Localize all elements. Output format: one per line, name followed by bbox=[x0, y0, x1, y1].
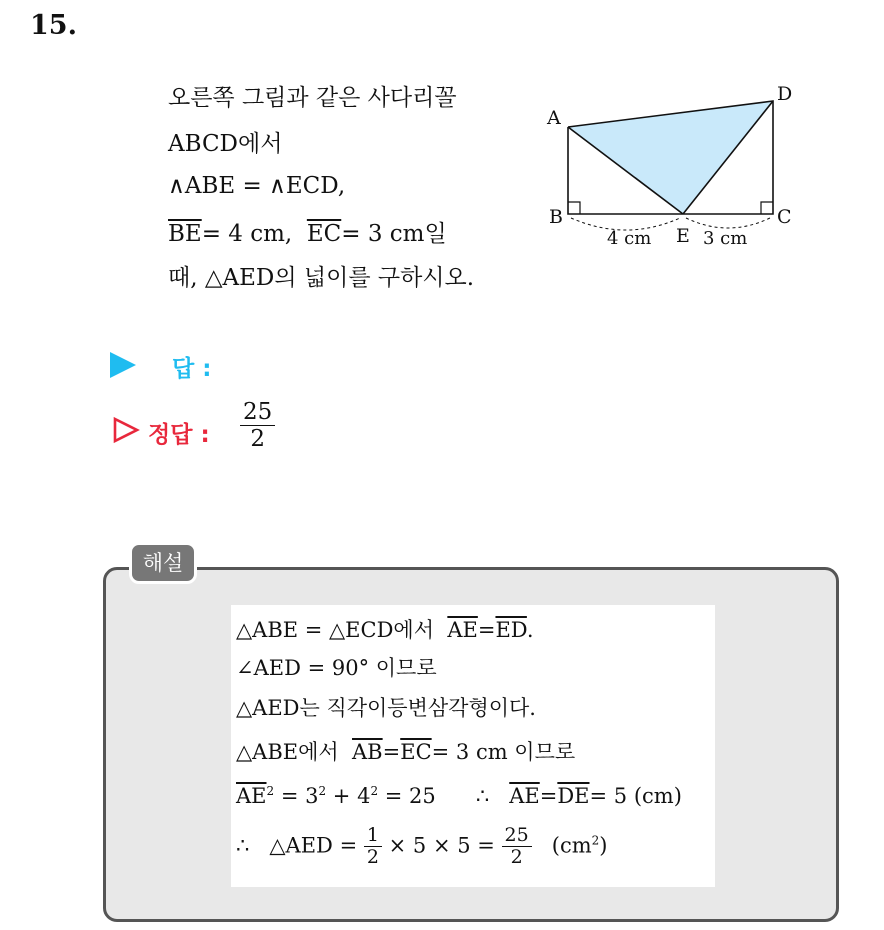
correct-denominator: 2 bbox=[250, 426, 265, 453]
solution-line-4 bbox=[236, 736, 575, 766]
length-ec: 3 cm bbox=[703, 228, 748, 248]
be-value: = 4 cm, bbox=[201, 221, 293, 247]
dim-arc-ec bbox=[686, 218, 770, 228]
s4-post: = 3 cm 이므로 bbox=[431, 740, 576, 764]
solution-line-6: ∴ △AED = $\frac{1}{2}$ × 5 × 5 = $\frac{25}{2}$ $(cm^2)$ bbox=[236, 824, 608, 868]
s4-eq: = bbox=[382, 740, 401, 764]
s6-mid: × 5 × 5 = bbox=[388, 833, 495, 858]
solution-line-5: $\overline{AE}^2 = 3^2 + 4^2 = 25$ ∴ $\overline{AE}=\overline{DE}= 5$ (cm) bbox=[236, 784, 682, 808]
s1-ed: $\overline{ED}$ bbox=[495, 618, 527, 642]
s6-frac1-denominator: 2 bbox=[366, 845, 379, 868]
label-a: A bbox=[547, 107, 561, 129]
problem-line-2: ABCD에서 bbox=[168, 131, 283, 157]
s4-text: △ABE에서 bbox=[236, 740, 339, 764]
s1-end: . bbox=[526, 618, 534, 642]
therefore-icon: ∴ bbox=[475, 784, 490, 808]
s5-ae: $\overline{AE}$ bbox=[236, 784, 267, 808]
correct-numerator: 25 bbox=[240, 400, 275, 426]
question-number: 15. bbox=[30, 10, 77, 41]
segment-be: $\overline{BE}$ bbox=[168, 221, 202, 247]
label-b: B bbox=[549, 206, 563, 228]
s5-eq: = 3 bbox=[280, 784, 319, 808]
s6-frac2-numerator: 25 bbox=[502, 825, 532, 847]
solution-tag: 해설 bbox=[129, 542, 197, 584]
s5-eq25: = 25 bbox=[384, 784, 436, 808]
label-d: D bbox=[777, 83, 793, 105]
answer-play-icon bbox=[110, 352, 136, 378]
s4-ec: $\overline{EC}$ bbox=[400, 740, 432, 764]
trapezoid-figure bbox=[540, 78, 800, 248]
s6-unit: (cm bbox=[551, 833, 592, 858]
triangle-aed-fill bbox=[568, 101, 773, 214]
s1-eq: = bbox=[477, 618, 496, 642]
s1-text: △ABE = △ECD에서 bbox=[236, 618, 434, 642]
problem-line-4 bbox=[168, 220, 447, 248]
segment-ec: $\overline{EC}$ bbox=[306, 221, 342, 247]
s5-eq2: = bbox=[539, 784, 558, 808]
solution-line-3: △AED는 직각이등변삼각형이다. bbox=[236, 696, 536, 720]
s6-frac1-numerator: 1 bbox=[364, 825, 382, 847]
ec-value: = 3 cm일 bbox=[341, 221, 447, 247]
s5-ae2: $\overline{AE}$ bbox=[509, 784, 540, 808]
correct-label: 정답 : bbox=[148, 422, 210, 448]
problem-line-1: 오른쪽 그림과 같은 사다리꼴 bbox=[168, 85, 457, 111]
s4-ab: $\overline{AB}$ bbox=[352, 740, 383, 764]
solution-line-1 bbox=[236, 614, 534, 644]
solution-line-2: ∠AED = 90° 이므로 bbox=[236, 656, 437, 680]
label-c: C bbox=[777, 206, 792, 228]
correct-answer bbox=[240, 400, 275, 453]
s5-plus: + 4 bbox=[332, 784, 371, 808]
s5-de: $\overline{DE}$ bbox=[557, 784, 590, 808]
problem-line-3: ∧ABE = ∧ECD, bbox=[168, 173, 346, 199]
s6-pre: △AED = bbox=[269, 833, 358, 858]
therefore-icon-2: ∴ bbox=[236, 833, 250, 858]
s5-val: = 5 (cm) bbox=[589, 784, 682, 808]
length-be: 4 cm bbox=[607, 228, 652, 248]
answer-label: 답 : bbox=[172, 356, 212, 382]
s6-unit-close: ) bbox=[599, 833, 608, 858]
s6-frac2-denominator: 2 bbox=[510, 845, 523, 868]
s1-ae: $\overline{AE}$ bbox=[447, 618, 478, 642]
correct-triangle-icon bbox=[112, 416, 140, 444]
right-angle-c bbox=[761, 202, 773, 214]
label-e: E bbox=[676, 225, 690, 247]
problem-line-5: 때, △AED의 넓이를 구하시오. bbox=[168, 265, 475, 291]
right-angle-b bbox=[568, 202, 580, 214]
